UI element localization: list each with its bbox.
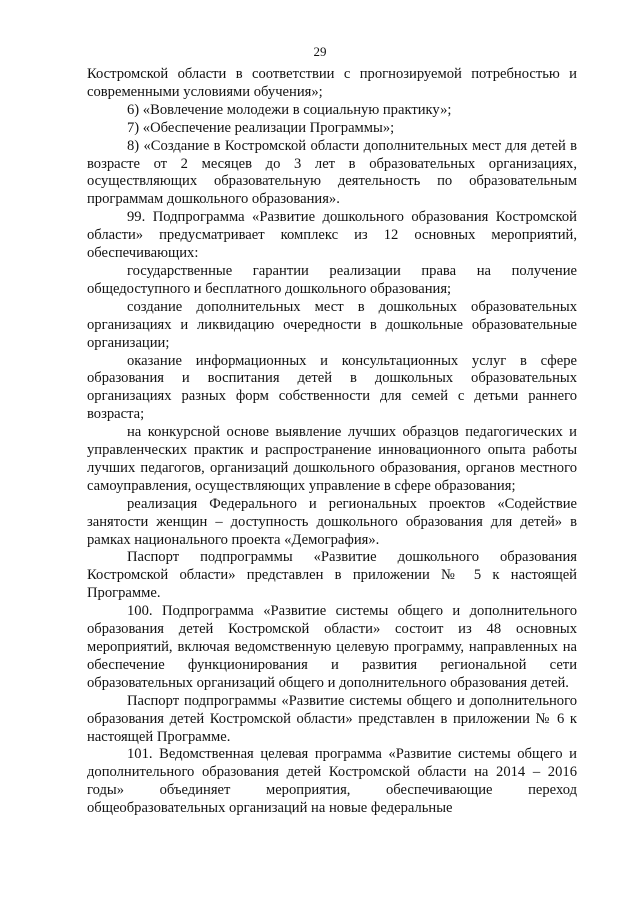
document-body xyxy=(87,66,577,818)
paragraph-101: 101. Ведомственная целевая программа «Развитие системы общего и дополнительного образования детей Костромской области на 2014 – 2016 годы» объединяет мероприятия, обеспечивающие переход общеобразовательных организаций на новые федеральные xyxy=(87,746,577,817)
list-item-6: 6) «Вовлечение молодежи в социальную практику»; xyxy=(127,101,452,118)
passport-general: Паспорт подпрограммы «Развитие системы общего и дополнительного образования детей Костромской области» представлен в приложении № 6 к настоящей Программе. xyxy=(87,692,577,745)
passport-preschool: Паспорт подпрограммы «Развитие дошкольного образования Костромской области» представлен в приложении № 5 к настоящей Программе. xyxy=(87,549,577,602)
page-number: 29 xyxy=(313,44,327,59)
bullet-new-places: создание дополнительных мест в дошкольных образовательных организациях и ликвидацию очередности в дошкольные образовательные организации; xyxy=(87,298,577,351)
list-item-7: 7) «Обеспечение реализации Программы»; xyxy=(127,119,395,136)
bullet-consulting: оказание информационных и консультационных услуг в сфере образования и воспитания детей в дошкольных образовательных организациях разных форм собственности для семей с детьми раннего возраста; xyxy=(87,352,577,423)
paragraph-100: 100. Подпрограмма «Развитие системы общего и дополнительного образования детей Костромской области» состоит из 48 основных мероприятий, включая ведомственную целевую программу, направленных на обеспечение функционирования и развития региональной сети образовательных организаций общего и дополнительного образования детей. xyxy=(87,603,577,691)
bullet-best-practices: на конкурсной основе выявление лучших образцов педагогических и управленческих практик и распространение инновационного опыта работы лучших педагогов, организаций дошкольного образования, органов местного самоуправления, осуществляющих управление в сфере образования; xyxy=(87,424,577,494)
bullet-projects: реализация Федерального и региональных проектов «Содействие занятости женщин – доступность дошкольного образования для детей» в рамках национального проекта «Демография». xyxy=(87,495,577,548)
list-item-8: 8) «Создание в Костромской области дополнительных мест для детей в возрасте от 2 месяцев до 3 лет в образовательных организациях, осуществляющих образовательную деятельность по образовательным программам дошкольного образования». xyxy=(87,137,577,208)
paragraph-continuation: Костромской области в соответствии с прогнозируемой потребностью и современными условиями обучения»; xyxy=(87,66,577,100)
bullet-guarantees: государственные гарантии реализации права на получение общедоступного и бесплатного дошкольного образования; xyxy=(87,262,577,297)
paragraph-99: 99. Подпрограмма «Развитие дошкольного образования Костромской области» предусматривает комплекс из 12 основных мероприятий, обеспечивающих: xyxy=(87,209,577,262)
